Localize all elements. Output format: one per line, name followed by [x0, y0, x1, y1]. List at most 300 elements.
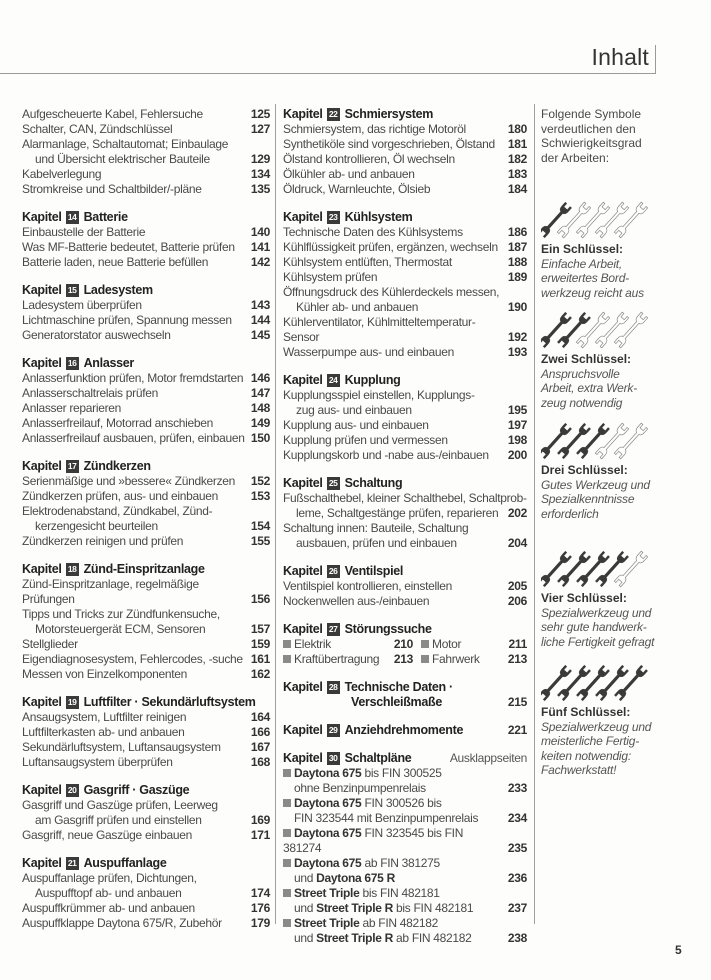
- toc-entry-line: [283, 152, 527, 167]
- chapter-title: Kühlsystem: [344, 210, 413, 224]
- chapter-heading: [22, 283, 270, 298]
- chapter-number-badge: 17: [66, 460, 79, 473]
- difficulty-level-description: meisterliche Fertig-: [541, 734, 640, 748]
- square-bullet-icon: [283, 769, 291, 777]
- toc-entry-text: [283, 766, 527, 781]
- chapter-heading: [22, 562, 270, 577]
- wrench-rating-icons: [541, 421, 666, 461]
- toc-entry: [22, 416, 270, 431]
- chapter-label: Kapitel: [283, 564, 323, 578]
- chapter-label: Kapitel: [283, 373, 323, 387]
- difficulty-level-description: liche Fertigkeit gefragt: [541, 634, 655, 649]
- toc-section: [283, 476, 527, 551]
- toc-entry: [22, 401, 270, 416]
- toc-entry: [283, 270, 527, 285]
- toc-entry-text: Auspuffklappe Daytona 675/R, Zubehör: [22, 916, 222, 930]
- toc-entry-text: Messen von Einzelkomponenten: [22, 667, 188, 681]
- model-name: Daytona 675: [294, 796, 362, 810]
- toc-entry-text: Auspuffanlage prüfen, Dichtungen,: [22, 871, 197, 885]
- toc-entry-line: [22, 416, 270, 431]
- toc-entry-segment: und: [294, 931, 317, 945]
- chapter-number-badge: 16: [66, 357, 79, 370]
- toc-entry: [22, 755, 270, 770]
- toc-entry-text: Anlasserfunktion prüfen, Motor fremdstarten: [22, 371, 244, 385]
- toc-entry-line: [283, 766, 527, 781]
- toc-entry-line: [283, 315, 527, 345]
- chapter-heading: [283, 751, 527, 766]
- toc-entry: [22, 710, 270, 725]
- toc-entry-text: Anlasserfreilauf, Motorrad anschieben: [22, 416, 214, 430]
- toc-entry-text: Kühler ab- und anbauen: [296, 300, 419, 314]
- column-divider: [534, 104, 535, 924]
- page-number-ref: 168: [250, 755, 270, 769]
- toc-section: [22, 459, 270, 549]
- chapter-label: Kapitel: [283, 476, 323, 490]
- toc-entry: [22, 667, 270, 682]
- page-number-ref: 179: [250, 916, 270, 930]
- difficulty-level-description: sehr gute handwerk-: [541, 620, 647, 634]
- toc-entry: [22, 489, 270, 504]
- chapter-number-badge: 26: [327, 565, 340, 578]
- legend-intro-line: Schwierigkeitsgrad: [541, 136, 642, 150]
- toc-entry-line: [283, 240, 527, 255]
- toc-entry-text: Ansaugsystem, Luftfilter reinigen: [22, 710, 187, 724]
- toc-entry-segment: und: [294, 871, 317, 885]
- page-number-ref: 144: [250, 313, 270, 327]
- chapter-title: Ventilspiel: [344, 564, 404, 578]
- toc-entry-line: [283, 182, 527, 197]
- page-number-ref: 150: [250, 431, 270, 445]
- toc-entry-text: Generatorstator auswechseln: [22, 328, 171, 342]
- chapter-heading: [283, 564, 527, 579]
- page-number-ref: 198: [507, 433, 527, 447]
- toc-entry-line: [22, 886, 270, 901]
- page-number-ref: 234: [507, 811, 527, 825]
- toc-entry-text: [283, 826, 504, 856]
- page-number-ref: 166: [250, 725, 270, 739]
- page-number-ref: 143: [250, 298, 270, 312]
- toc-entry: [22, 167, 270, 182]
- toc-entry-segment: und: [294, 901, 317, 915]
- column-divider: [275, 104, 276, 924]
- chapter-label: Kapitel: [283, 751, 323, 765]
- toc-entry-line: [283, 270, 527, 285]
- model-name: Street Triple: [294, 886, 360, 900]
- toc-entry-line: [283, 448, 527, 463]
- chapter-number-badge: 15: [66, 284, 79, 297]
- toc-entry: [22, 871, 270, 901]
- square-bullet-icon: [283, 655, 291, 663]
- toc-entry-line: [22, 725, 270, 740]
- toc-column-1: [22, 107, 270, 931]
- toc-entry-line: [283, 167, 527, 182]
- page-number-ref: 164: [250, 710, 270, 724]
- page-number-ref: 187: [507, 240, 527, 254]
- toc-entry-text: Alarmanlage, Schaltautomat; Einbaulage: [22, 137, 229, 151]
- page-number-ref: 147: [250, 386, 270, 400]
- toc-entry-text: [283, 652, 387, 667]
- page-number-ref: 197: [507, 418, 527, 432]
- toc-entry: [22, 122, 270, 137]
- difficulty-level-description: zeug notwendig: [541, 395, 623, 410]
- toc-entry-text: Kühlflüssigkeit prüfen, ergänzen, wechseln: [283, 240, 498, 254]
- toc-entry: [22, 607, 270, 637]
- toc-entry: [283, 167, 527, 182]
- toc-entry: [22, 740, 270, 755]
- chapter-title: Kupplung: [344, 373, 401, 387]
- toc-section: [283, 680, 527, 710]
- chapter-heading: [22, 356, 270, 371]
- toc-section: [22, 107, 270, 197]
- toc-entry-line: [283, 886, 527, 901]
- toc-grid-row: [283, 637, 527, 652]
- page-number-ref: 215: [507, 695, 527, 709]
- model-name: Street Triple R: [316, 901, 394, 915]
- chapter-heading: [283, 373, 527, 388]
- toc-column-2: [283, 107, 527, 946]
- toc-entry: [22, 371, 270, 386]
- page-number-ref: 188: [507, 255, 527, 269]
- toc-entry-line: [283, 931, 527, 946]
- square-bullet-icon: [421, 640, 429, 648]
- toc-entry-text: Zünd-Einspritzanlage, regelmäßige Prüfungen: [22, 577, 199, 606]
- toc-entry: [22, 474, 270, 489]
- difficulty-level: [541, 310, 706, 410]
- page-number-ref: 181: [507, 137, 527, 151]
- chapter-title: Ladesystem: [83, 283, 153, 297]
- toc-entry-text: Wasserpumpe aus- und einbauen: [283, 345, 454, 359]
- page-number-ref: 233: [507, 781, 527, 795]
- toc-entry-line: [283, 418, 527, 433]
- toc-entry-text: Ölstand kontrollieren, Öl wechseln: [283, 152, 455, 166]
- page-number: 5: [675, 943, 682, 957]
- page-number-ref: 190: [507, 300, 527, 314]
- toc-entry-text: Luftfilterkasten ab- und anbauen: [22, 725, 185, 739]
- toc-entry: [22, 637, 270, 652]
- toc-entry: [22, 504, 270, 534]
- toc-entry-line: [283, 901, 527, 916]
- toc-entry-segment: bis FIN 300525: [361, 766, 442, 780]
- difficulty-level-description: Anspruchsvolle: [541, 366, 620, 381]
- wrench-rating-icons: [541, 663, 666, 703]
- chapter-label: Kapitel: [22, 459, 62, 473]
- chapter-title: Schaltung: [344, 476, 403, 490]
- chapter-number-badge: 24: [327, 374, 340, 387]
- difficulty-level-description: Fachwerkstatt!: [541, 763, 617, 777]
- page-number-ref: 182: [507, 152, 527, 166]
- toc-entry-text: und Übersicht elektrischer Bauteile: [35, 152, 210, 166]
- page-number-ref: 193: [507, 345, 527, 359]
- toc-entry: [22, 901, 270, 916]
- toc-entry-line: [22, 255, 270, 270]
- toc-entry: [283, 152, 527, 167]
- page-number-ref: 145: [250, 328, 270, 342]
- toc-entry: [22, 225, 270, 240]
- toc-entry-line: [283, 781, 527, 796]
- toc-entry: [22, 137, 270, 167]
- toc-entry-text: Synthetiköle sind vorgeschrieben, Ölstand: [283, 137, 495, 151]
- toc-entry-text: Batterie laden, neue Batterie befüllen: [22, 255, 209, 269]
- toc-section: [22, 210, 270, 270]
- toc-entry: [22, 240, 270, 255]
- toc-entry-text: Kühlerventilator, Kühlmitteltemperatur-Sensor: [283, 315, 476, 344]
- difficulty-level-description: erweitertes Bord-: [541, 271, 629, 285]
- toc-entry-text: Eigendiagnosesystem, Fehlercodes, -suche: [22, 652, 243, 666]
- toc-entry: [283, 418, 527, 433]
- page-number-ref: 140: [250, 225, 270, 239]
- toc-entry: [22, 298, 270, 313]
- toc-entry-line: [283, 796, 527, 811]
- toc-entry-text: Gasgriff, neue Gaszüge einbauen: [22, 828, 192, 842]
- toc-entry-line: [22, 504, 270, 519]
- chapter-title: Schmiersystem: [344, 107, 434, 121]
- difficulty-level: [541, 663, 706, 778]
- chapter-number-badge: 21: [66, 857, 79, 870]
- page-number-ref: 157: [250, 622, 270, 636]
- toc-entry-line: [283, 255, 527, 270]
- page-number-ref: 148: [250, 401, 270, 415]
- toc-entry: [22, 577, 270, 607]
- square-bullet-icon: [283, 919, 291, 927]
- model-name: Daytona 675: [294, 766, 362, 780]
- toc-entry-text: [294, 931, 504, 946]
- toc-entry-text: [283, 886, 527, 901]
- page-number-ref: 200: [507, 448, 527, 462]
- chapter-number-badge: 30: [327, 752, 340, 765]
- page-number-ref: 206: [507, 594, 527, 608]
- toc-entry-line: [22, 622, 270, 637]
- toc-entry-line: [22, 577, 270, 607]
- toc-entry-line: [22, 371, 270, 386]
- difficulty-level-title: Zwei Schlüssel:: [541, 352, 632, 366]
- page-number-ref: 156: [250, 592, 270, 606]
- page-number-ref: 237: [507, 901, 527, 915]
- toc-entry-line: [283, 536, 527, 551]
- chapter-title: Luftfilter · Sekundärluftsystem: [83, 695, 256, 709]
- header-rule-tick: [655, 45, 656, 74]
- chapter-title: Auspuffanlage: [83, 856, 167, 870]
- toc-entry-segment: ohne Benzinpumpenrelais: [294, 781, 426, 795]
- toc-entry-line: [283, 579, 527, 594]
- square-bullet-icon: [283, 889, 291, 897]
- toc-entry-segment: ab FIN 381275: [361, 856, 440, 870]
- difficulty-level: [541, 549, 706, 649]
- toc-entry-text: Anlasserschaltrelais prüfen: [22, 386, 158, 400]
- chapter-label: Kapitel: [22, 856, 62, 870]
- legend-intro-line: Folgende Symbole: [541, 107, 642, 121]
- toc-entry-segment: ab FIN 482182: [359, 916, 438, 930]
- chapter-title: Batterie: [83, 210, 128, 224]
- model-name: Daytona 675 R: [316, 871, 395, 885]
- chapter-title: Anziehdrehmomente: [344, 723, 464, 737]
- toc-entry-line: [22, 489, 270, 504]
- chapter-heading: [283, 210, 527, 225]
- square-bullet-icon: [283, 829, 291, 837]
- toc-entry-text: Kupplung prüfen und vermessen: [283, 433, 448, 447]
- toc-entry-line: [22, 240, 270, 255]
- page-number-ref: 235: [507, 841, 527, 855]
- header-rule: [0, 73, 655, 74]
- toc-entry-line: [283, 871, 527, 886]
- toc-entry-label: Fahrwerk: [432, 652, 480, 666]
- toc-entry-line: [22, 386, 270, 401]
- toc-entry-text: Anlasser reparieren: [22, 401, 122, 415]
- toc-section: [283, 373, 527, 463]
- toc-entry-line: [283, 388, 527, 403]
- toc-entry-line: [22, 152, 270, 167]
- wrench-rating-icons: [541, 310, 666, 350]
- page-number-ref: 153: [250, 489, 270, 503]
- toc-entry-text: Auspuffkrümmer ab- und anbauen: [22, 901, 195, 915]
- page-number-ref: 186: [507, 225, 527, 239]
- difficulty-level-title: Vier Schlüssel:: [541, 591, 627, 605]
- toc-entry-text: Aufgescheuerte Kabel, Fehlersuche: [22, 107, 203, 121]
- toc-entry-text: Kühlsystem entlüften, Thermostat: [283, 255, 452, 269]
- page-number-ref: 174: [250, 886, 270, 900]
- toc-entry-line: [283, 521, 527, 536]
- page-number-ref: 192: [507, 330, 527, 344]
- toc-entry-line: [22, 122, 270, 137]
- page-number-ref: 183: [507, 167, 527, 181]
- chapter-note: Ausklappseiten: [449, 751, 527, 765]
- toc-entry: [22, 313, 270, 328]
- toc-entry-line: [283, 916, 527, 931]
- toc-entry: [283, 240, 527, 255]
- toc-entry-line: [283, 345, 527, 360]
- square-bullet-icon: [283, 859, 291, 867]
- toc-entry: [283, 448, 527, 463]
- toc-entry-text: [294, 811, 504, 826]
- toc-entry: [22, 386, 270, 401]
- toc-entry-text: Zündkerzen prüfen, aus- und einbauen: [22, 489, 219, 503]
- toc-entry-line: [22, 474, 270, 489]
- toc-entry: [283, 856, 527, 886]
- toc-entry: [283, 255, 527, 270]
- toc-entry-text: Kupplungsspiel einstellen, Kupplungs-: [283, 388, 475, 402]
- difficulty-level-description: Einfache Arbeit,: [541, 256, 623, 271]
- page-number-ref: 167: [250, 740, 270, 754]
- chapter-title: Technische Daten ·: [344, 680, 453, 694]
- difficulty-level-title: Ein Schlüssel:: [541, 242, 624, 256]
- toc-entry-text: Fußschalthebel, kleiner Schalthebel, Schaltprob-: [283, 491, 527, 505]
- chapter-heading: [283, 723, 527, 738]
- toc-entry-segment: FIN 323544 mit Benzinpumpenrelais: [294, 811, 479, 825]
- page-number-ref: 184: [507, 182, 527, 196]
- toc-entry-text: kerzengesicht beurteilen: [35, 519, 158, 533]
- difficulty-level-description: werkzeug reicht aus: [541, 285, 644, 300]
- toc-entry-text: Ölkühler ab- und anbauen: [283, 167, 415, 181]
- chapter-number-badge: 25: [327, 477, 340, 490]
- model-name: Street Triple: [294, 916, 360, 930]
- toc-entry-text: Luftansaugsystem überprüfen: [22, 755, 173, 769]
- toc-entry-segment: bis FIN 482181: [359, 886, 440, 900]
- toc-entry-text: zug aus- und einbauen: [296, 403, 412, 417]
- toc-entry-text: [283, 856, 527, 871]
- legend-intro-line: verdeutlichen den: [541, 121, 636, 136]
- page-number-ref: 180: [507, 122, 527, 136]
- toc-entry-line: [283, 122, 527, 137]
- chapter-label: Kapitel: [283, 107, 323, 121]
- toc-entry-line: [22, 107, 270, 122]
- toc-entry-line: [22, 652, 270, 667]
- page-number-ref: 221: [507, 723, 527, 737]
- page-number-ref: 161: [250, 652, 270, 666]
- chapter-heading: [283, 622, 527, 637]
- toc-entry: [283, 579, 527, 594]
- toc-entry: [22, 182, 270, 197]
- chapter-label: Kapitel: [283, 210, 323, 224]
- toc-section: [22, 783, 270, 843]
- toc-entry-line: [283, 506, 527, 521]
- toc-entry-text: Elektrodenabstand, Zündkabel, Zünd-: [22, 504, 213, 518]
- toc-section: [283, 107, 527, 197]
- toc-entry-text: [283, 796, 527, 811]
- page-number-ref: 213: [507, 652, 527, 666]
- toc-entry: [283, 766, 527, 796]
- chapter-label: Kapitel: [22, 695, 62, 709]
- page-number-ref: 141: [250, 240, 270, 254]
- chapter-heading: [22, 695, 270, 710]
- toc-entry: [283, 345, 527, 360]
- toc-entry-line: [22, 828, 270, 843]
- chapter-title: Anlasser: [83, 356, 134, 370]
- page-title: Inhalt: [591, 44, 649, 70]
- toc-entry-segment: bis FIN 482181: [393, 901, 474, 915]
- toc-entry: [283, 491, 527, 521]
- page-number-ref: 162: [250, 667, 270, 681]
- toc-entry: [283, 137, 527, 152]
- page-number-ref: 152: [250, 474, 270, 488]
- chapter-heading: [283, 680, 527, 695]
- toc-entry-text: [294, 781, 504, 796]
- page-number-ref: 129: [250, 152, 270, 166]
- toc-entry-line: [283, 433, 527, 448]
- chapter-number-badge: 19: [66, 696, 79, 709]
- toc-entry-line: [22, 607, 270, 622]
- page-number-ref: 127: [250, 122, 270, 136]
- toc-entry-text: ausbauen, prüfen und einbauen: [296, 536, 457, 550]
- chapter-number-badge: 20: [66, 784, 79, 797]
- toc-entry-text: [413, 637, 505, 652]
- toc-entry-segment: ab FIN 482182: [393, 931, 472, 945]
- page-number-ref: 125: [250, 107, 270, 121]
- toc-entry: [22, 431, 270, 446]
- chapter-title: Zünd-Einspritzanlage: [83, 562, 205, 576]
- toc-entry-text: Gasgriff und Gaszüge prüfen, Leerweg: [22, 798, 218, 812]
- chapter-number-badge: 23: [327, 211, 340, 224]
- toc-entry-line: [22, 916, 270, 931]
- page-number-ref: 159: [250, 637, 270, 651]
- chapter-heading: [22, 856, 270, 871]
- page-number-ref: 169: [250, 813, 270, 827]
- chapter-number-badge: 28: [327, 681, 340, 694]
- toc-entry-text: Kühlsystem prüfen: [283, 270, 378, 284]
- page-number-ref: 238: [507, 931, 527, 945]
- page-number-ref: 134: [250, 167, 270, 181]
- toc-section: [22, 856, 270, 931]
- page-number-ref: 171: [250, 828, 270, 842]
- toc-entry-line: [22, 871, 270, 886]
- toc-entry-label: Motor: [432, 637, 462, 651]
- toc-entry-text: [413, 652, 504, 667]
- toc-entry-text: Auspufftopf ab- und anbauen: [35, 886, 182, 900]
- toc-entry-line: [283, 300, 527, 315]
- toc-entry-line: [283, 225, 527, 240]
- difficulty-level-title: Drei Schlüssel:: [541, 463, 628, 477]
- toc-entry-text: [283, 916, 527, 931]
- toc-entry: [283, 796, 527, 826]
- toc-entry-text: Lichtmaschine prüfen, Spannung messen: [22, 313, 232, 327]
